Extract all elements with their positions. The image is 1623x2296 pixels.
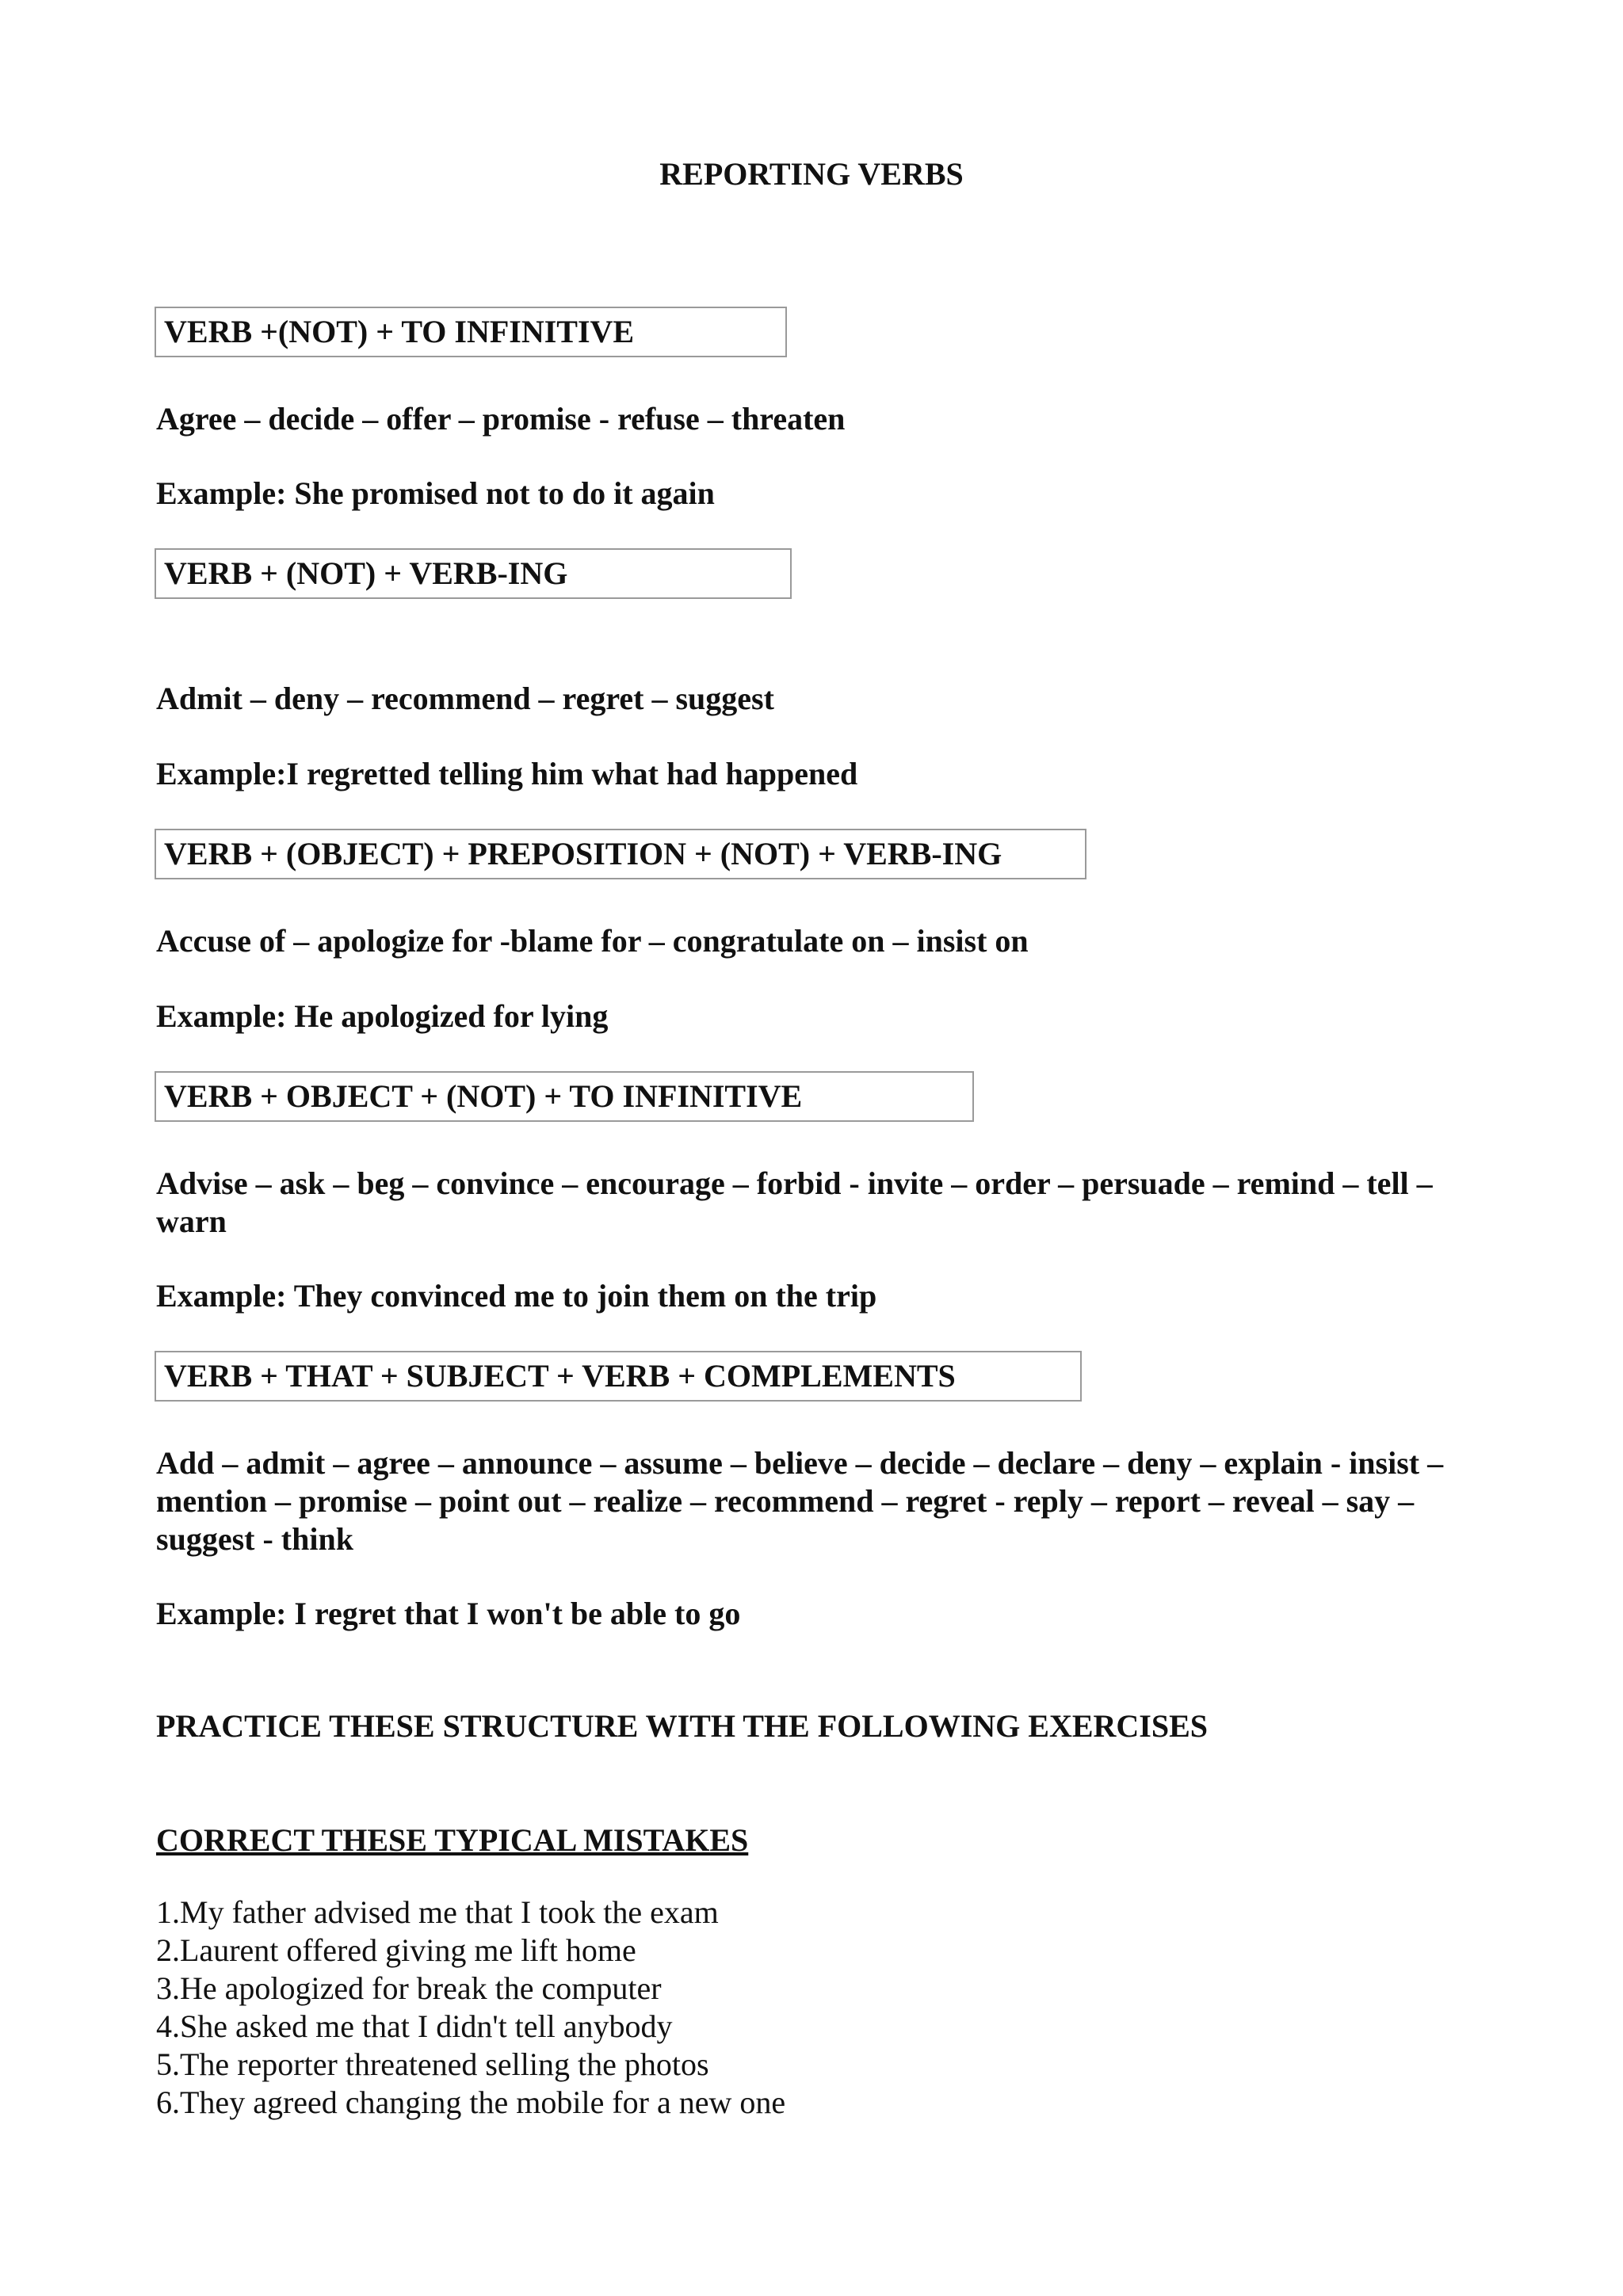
mistakes-heading: CORRECT THESE TYPICAL MISTAKES — [156, 1822, 749, 1858]
example-to-infinitive: Example: She promised not to do it again — [156, 475, 715, 511]
verb-list-to-infinitive: Agree – decide – offer – promise - refuse – threaten — [156, 401, 846, 437]
list-item: 1.My father advised me that I took the exam — [156, 1894, 719, 1930]
list-item: 3.He apologized for break the computer — [156, 1970, 662, 2006]
verb-list-that-clause: Add – admit – agree – announce – assume – believe – decide – declare – deny – explain - insist – mention – promise – point out – realize – recommend – regret - reply – report – reveal – say – suggest - think — [156, 1445, 1444, 1557]
verb-list-preposition-verb-ing: Accuse of – apologize for -blame for – congratulate on – insist on — [156, 923, 1029, 959]
page-title: REPORTING VERBS — [659, 156, 964, 192]
verb-list-object-to-infinitive: Advise – ask – beg – convince – encourage – forbid - invite – order – persuade – remind – tell – warn — [156, 1165, 1433, 1239]
example-that-clause: Example: I regret that I won't be able to go — [156, 1596, 741, 1631]
pattern-box-to-infinitive: VERB +(NOT) + TO INFINITIVE — [155, 307, 787, 357]
verb-list-verb-ing: Admit – deny – recommend – regret – suggest — [156, 681, 774, 716]
example-verb-ing: Example:I regretted telling him what had happened — [156, 756, 858, 791]
mistakes-list — [156, 1894, 1503, 2122]
list-item: 4.She asked me that I didn't tell anybody — [156, 2008, 673, 2044]
pattern-box-preposition-verb-ing: VERB + (OBJECT) + PREPOSITION + (NOT) + VERB-ING — [155, 829, 1086, 879]
pattern-box-that-clause: VERB + THAT + SUBJECT + VERB + COMPLEMENTS — [155, 1351, 1082, 1402]
pattern-box-object-to-infinitive: VERB + OBJECT + (NOT) + TO INFINITIVE — [155, 1071, 974, 1122]
list-item: 6.They agreed changing the mobile for a new one — [156, 2084, 786, 2120]
list-item: 5.The reporter threatened selling the photos — [156, 2046, 709, 2082]
practice-heading: PRACTICE THESE STRUCTURE WITH THE FOLLOWING EXERCISES — [156, 1708, 1209, 1744]
example-object-to-infinitive: Example: They convinced me to join them on the trip — [156, 1278, 877, 1314]
list-item: 2.Laurent offered giving me lift home — [156, 1932, 636, 1968]
example-preposition-verb-ing: Example: He apologized for lying — [156, 998, 609, 1034]
pattern-box-verb-ing: VERB + (NOT) + VERB-ING — [155, 548, 792, 599]
